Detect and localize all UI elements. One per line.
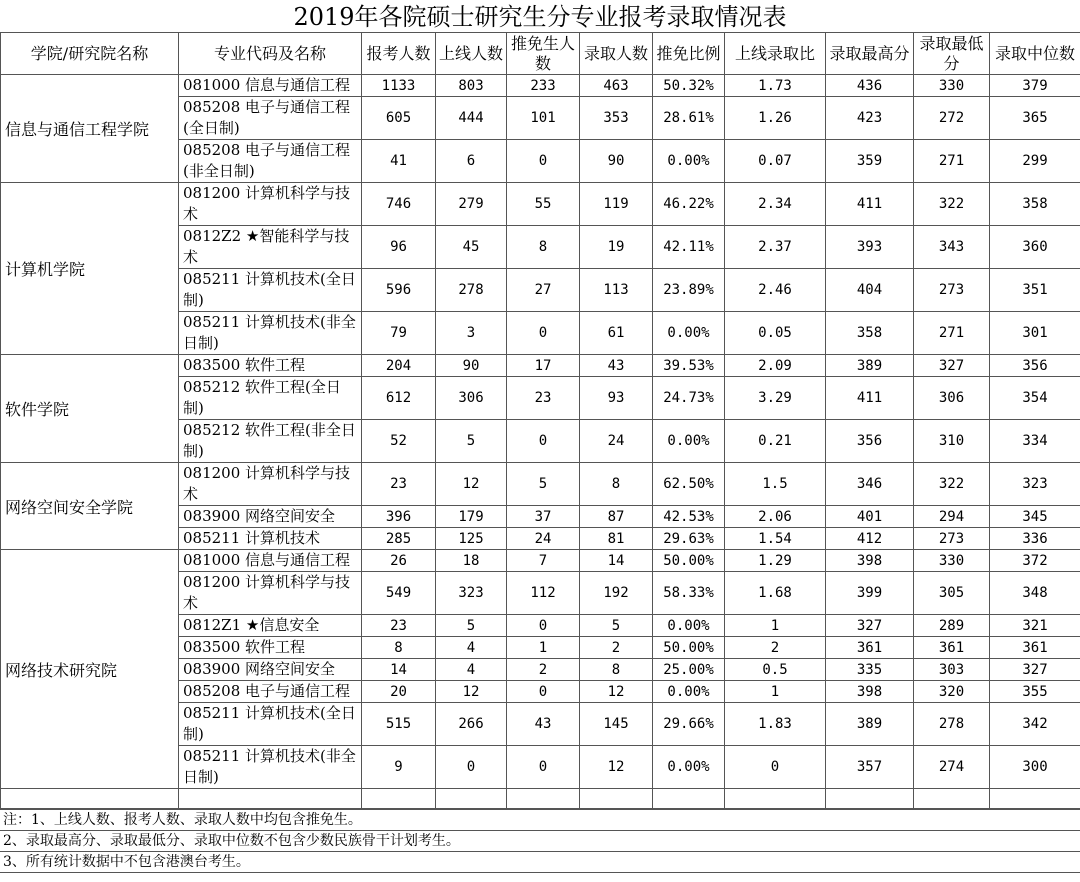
cell-median: 372 (990, 550, 1080, 572)
cell-passed: 803 (436, 75, 507, 97)
cell-admitted: 43 (580, 355, 653, 377)
cell-exempt-ratio: 50.32% (653, 75, 725, 97)
cell-exempt: 0 (507, 681, 580, 703)
cell-min: 289 (914, 615, 990, 637)
blank-cell (653, 789, 725, 809)
cell-pass-ratio: 1.68 (725, 572, 826, 615)
cell-exempt-ratio: 50.00% (653, 550, 725, 572)
cell-pass-ratio: 2.34 (725, 183, 826, 226)
cell-applicants: 14 (362, 659, 436, 681)
cell-min: 273 (914, 528, 990, 550)
major-name: 083900 网络空间安全 (179, 659, 362, 681)
cell-pass-ratio: 2.46 (725, 269, 826, 312)
table-row (1, 550, 1080, 572)
cell-exempt: 7 (507, 550, 580, 572)
school-name: 信息与通信工程学院 (1, 75, 179, 183)
cell-passed: 179 (436, 506, 507, 528)
cell-median: 358 (990, 183, 1080, 226)
cell-applicants: 515 (362, 703, 436, 746)
cell-exempt-ratio: 50.00% (653, 637, 725, 659)
cell-admitted: 12 (580, 746, 653, 789)
major-name: 081200 计算机科学与技术 (179, 463, 362, 506)
cell-applicants: 26 (362, 550, 436, 572)
cell-median: 348 (990, 572, 1080, 615)
cell-max: 327 (826, 615, 914, 637)
cell-passed: 5 (436, 420, 507, 463)
cell-max: 398 (826, 550, 914, 572)
cell-applicants: 96 (362, 226, 436, 269)
major-name: 081200 计算机科学与技术 (179, 183, 362, 226)
cell-admitted: 145 (580, 703, 653, 746)
cell-applicants: 41 (362, 140, 436, 183)
notes-table (0, 809, 1080, 873)
header-row (1, 33, 1080, 75)
cell-pass-ratio: 2 (725, 637, 826, 659)
cell-median: 321 (990, 615, 1080, 637)
cell-median: 323 (990, 463, 1080, 506)
major-name: 085211 计算机技术(全日制) (179, 703, 362, 746)
cell-exempt: 0 (507, 615, 580, 637)
blank-cell (507, 789, 580, 809)
cell-exempt-ratio: 25.00% (653, 659, 725, 681)
cell-exempt-ratio: 62.50% (653, 463, 725, 506)
cell-pass-ratio: 1.29 (725, 550, 826, 572)
cell-median: 361 (990, 637, 1080, 659)
cell-min: 322 (914, 463, 990, 506)
cell-exempt-ratio: 0.00% (653, 746, 725, 789)
major-name: 085211 计算机技术 (179, 528, 362, 550)
cell-passed: 0 (436, 746, 507, 789)
cell-median: 356 (990, 355, 1080, 377)
cell-min: 274 (914, 746, 990, 789)
cell-applicants: 23 (362, 615, 436, 637)
cell-passed: 279 (436, 183, 507, 226)
cell-applicants: 9 (362, 746, 436, 789)
cell-pass-ratio: 0.21 (725, 420, 826, 463)
cell-admitted: 463 (580, 75, 653, 97)
blank-cell (436, 789, 507, 809)
cell-exempt: 55 (507, 183, 580, 226)
cell-admitted: 2 (580, 637, 653, 659)
cell-max: 411 (826, 377, 914, 420)
cell-applicants: 285 (362, 528, 436, 550)
cell-median: 300 (990, 746, 1080, 789)
cell-exempt: 8 (507, 226, 580, 269)
cell-median: 342 (990, 703, 1080, 746)
cell-max: 412 (826, 528, 914, 550)
major-name: 081200 计算机科学与技术 (179, 572, 362, 615)
major-name: 083500 软件工程 (179, 637, 362, 659)
cell-passed: 12 (436, 681, 507, 703)
cell-admitted: 87 (580, 506, 653, 528)
cell-admitted: 8 (580, 659, 653, 681)
cell-max: 389 (826, 355, 914, 377)
major-name: 083900 网络空间安全 (179, 506, 362, 528)
cell-median: 355 (990, 681, 1080, 703)
cell-exempt-ratio: 42.53% (653, 506, 725, 528)
blank-row (1, 789, 1080, 809)
school-name: 计算机学院 (1, 183, 179, 355)
cell-min: 271 (914, 140, 990, 183)
cell-admitted: 192 (580, 572, 653, 615)
cell-admitted: 14 (580, 550, 653, 572)
blank-cell (179, 789, 362, 809)
cell-admitted: 90 (580, 140, 653, 183)
cell-max: 423 (826, 97, 914, 140)
major-name: 085212 软件工程(全日制) (179, 377, 362, 420)
cell-applicants: 612 (362, 377, 436, 420)
header-min-score: 录取最低分 (914, 33, 990, 75)
header-major: 专业代码及名称 (179, 33, 362, 75)
header-admitted: 录取人数 (580, 33, 653, 75)
cell-passed: 444 (436, 97, 507, 140)
cell-min: 305 (914, 572, 990, 615)
table-row (1, 463, 1080, 506)
cell-exempt: 27 (507, 269, 580, 312)
cell-admitted: 24 (580, 420, 653, 463)
cell-admitted: 19 (580, 226, 653, 269)
blank-cell (725, 789, 826, 809)
table-row (1, 183, 1080, 226)
cell-applicants: 596 (362, 269, 436, 312)
cell-exempt-ratio: 39.53% (653, 355, 725, 377)
blank-cell (362, 789, 436, 809)
cell-exempt: 0 (507, 420, 580, 463)
cell-exempt-ratio: 0.00% (653, 312, 725, 355)
cell-exempt: 0 (507, 746, 580, 789)
blank-cell (826, 789, 914, 809)
cell-min: 361 (914, 637, 990, 659)
cell-exempt: 17 (507, 355, 580, 377)
cell-median: 365 (990, 97, 1080, 140)
major-name: 081000 信息与通信工程 (179, 75, 362, 97)
cell-exempt: 37 (507, 506, 580, 528)
cell-exempt: 43 (507, 703, 580, 746)
cell-admitted: 8 (580, 463, 653, 506)
cell-max: 346 (826, 463, 914, 506)
cell-exempt-ratio: 58.33% (653, 572, 725, 615)
cell-applicants: 23 (362, 463, 436, 506)
major-name: 0812Z2 ★智能科学与技术 (179, 226, 362, 269)
blank-cell (1, 789, 179, 809)
cell-exempt: 233 (507, 75, 580, 97)
cell-admitted: 119 (580, 183, 653, 226)
header-school: 学院/研究院名称 (1, 33, 179, 75)
cell-min: 303 (914, 659, 990, 681)
cell-max: 401 (826, 506, 914, 528)
major-name: 085208 电子与通信工程(全日制) (179, 97, 362, 140)
major-name: 085211 计算机技术(非全日制) (179, 746, 362, 789)
cell-max: 411 (826, 183, 914, 226)
cell-passed: 306 (436, 377, 507, 420)
cell-median: 327 (990, 659, 1080, 681)
major-name: 085212 软件工程(非全日制) (179, 420, 362, 463)
cell-median: 345 (990, 506, 1080, 528)
cell-exempt-ratio: 0.00% (653, 140, 725, 183)
cell-admitted: 81 (580, 528, 653, 550)
cell-min: 294 (914, 506, 990, 528)
cell-median: 334 (990, 420, 1080, 463)
cell-median: 336 (990, 528, 1080, 550)
cell-max: 399 (826, 572, 914, 615)
cell-median: 354 (990, 377, 1080, 420)
cell-admitted: 12 (580, 681, 653, 703)
cell-pass-ratio: 2.09 (725, 355, 826, 377)
cell-pass-ratio: 0 (725, 746, 826, 789)
cell-max: 361 (826, 637, 914, 659)
cell-max: 393 (826, 226, 914, 269)
cell-exempt-ratio: 29.63% (653, 528, 725, 550)
cell-exempt: 1 (507, 637, 580, 659)
cell-min: 330 (914, 75, 990, 97)
cell-pass-ratio: 1 (725, 681, 826, 703)
cell-min: 327 (914, 355, 990, 377)
cell-pass-ratio: 1.26 (725, 97, 826, 140)
cell-passed: 6 (436, 140, 507, 183)
cell-median: 351 (990, 269, 1080, 312)
major-name: 085211 计算机技术(非全日制) (179, 312, 362, 355)
cell-exempt: 23 (507, 377, 580, 420)
header-passed: 上线人数 (436, 33, 507, 75)
cell-exempt: 101 (507, 97, 580, 140)
note-2: 2、录取最高分、录取最低分、录取中位数不包含少数民族骨干计划考生。 (0, 831, 1080, 852)
cell-min: 306 (914, 377, 990, 420)
cell-admitted: 113 (580, 269, 653, 312)
cell-passed: 90 (436, 355, 507, 377)
cell-median: 299 (990, 140, 1080, 183)
cell-pass-ratio: 1.73 (725, 75, 826, 97)
blank-cell (580, 789, 653, 809)
note-3: 3、所有统计数据中不包含港澳台考生。 (0, 852, 1080, 873)
cell-applicants: 605 (362, 97, 436, 140)
blank-cell (990, 789, 1080, 809)
cell-applicants: 746 (362, 183, 436, 226)
cell-pass-ratio: 2.06 (725, 506, 826, 528)
cell-admitted: 5 (580, 615, 653, 637)
admission-table (0, 32, 1080, 809)
cell-max: 404 (826, 269, 914, 312)
cell-applicants: 396 (362, 506, 436, 528)
cell-max: 335 (826, 659, 914, 681)
cell-max: 359 (826, 140, 914, 183)
cell-applicants: 20 (362, 681, 436, 703)
note-1: 注：1、上线人数、报考人数、录取人数中均包含推免生。 (0, 810, 1080, 831)
cell-pass-ratio: 1 (725, 615, 826, 637)
cell-passed: 45 (436, 226, 507, 269)
major-name: 085211 计算机技术(全日制) (179, 269, 362, 312)
cell-exempt-ratio: 0.00% (653, 681, 725, 703)
cell-min: 273 (914, 269, 990, 312)
cell-pass-ratio: 1.83 (725, 703, 826, 746)
header-exempt-ratio: 推免比例 (653, 33, 725, 75)
school-name: 网络技术研究院 (1, 550, 179, 789)
major-name: 083500 软件工程 (179, 355, 362, 377)
major-name: 0812Z1 ★信息安全 (179, 615, 362, 637)
cell-applicants: 52 (362, 420, 436, 463)
school-name: 网络空间安全学院 (1, 463, 179, 550)
cell-max: 389 (826, 703, 914, 746)
cell-max: 357 (826, 746, 914, 789)
cell-pass-ratio: 0.5 (725, 659, 826, 681)
cell-passed: 323 (436, 572, 507, 615)
cell-pass-ratio: 0.05 (725, 312, 826, 355)
cell-pass-ratio: 3.29 (725, 377, 826, 420)
header-pass-ratio: 上线录取比 (725, 33, 826, 75)
blank-cell (914, 789, 990, 809)
cell-min: 320 (914, 681, 990, 703)
cell-min: 278 (914, 703, 990, 746)
cell-pass-ratio: 0.07 (725, 140, 826, 183)
cell-passed: 12 (436, 463, 507, 506)
cell-min: 322 (914, 183, 990, 226)
header-exempt: 推免生人数 (507, 33, 580, 75)
cell-max: 356 (826, 420, 914, 463)
cell-exempt-ratio: 0.00% (653, 420, 725, 463)
cell-passed: 3 (436, 312, 507, 355)
school-name: 软件学院 (1, 355, 179, 463)
table-row (1, 355, 1080, 377)
cell-exempt-ratio: 23.89% (653, 269, 725, 312)
cell-min: 310 (914, 420, 990, 463)
major-name: 081000 信息与通信工程 (179, 550, 362, 572)
cell-exempt: 2 (507, 659, 580, 681)
cell-passed: 4 (436, 637, 507, 659)
cell-exempt-ratio: 24.73% (653, 377, 725, 420)
header-applicants: 报考人数 (362, 33, 436, 75)
cell-admitted: 93 (580, 377, 653, 420)
cell-min: 343 (914, 226, 990, 269)
cell-admitted: 353 (580, 97, 653, 140)
cell-exempt-ratio: 28.61% (653, 97, 725, 140)
cell-exempt: 112 (507, 572, 580, 615)
table-title: 2019年各院硕士研究生分专业报考录取情况表 (293, 3, 787, 31)
cell-min: 272 (914, 97, 990, 140)
cell-exempt: 0 (507, 312, 580, 355)
header-max-score: 录取最高分 (826, 33, 914, 75)
cell-pass-ratio: 2.37 (725, 226, 826, 269)
cell-min: 271 (914, 312, 990, 355)
cell-exempt: 24 (507, 528, 580, 550)
major-name: 085208 电子与通信工程(非全日制) (179, 140, 362, 183)
cell-applicants: 204 (362, 355, 436, 377)
cell-applicants: 1133 (362, 75, 436, 97)
cell-applicants: 8 (362, 637, 436, 659)
cell-pass-ratio: 1.5 (725, 463, 826, 506)
cell-exempt: 0 (507, 140, 580, 183)
header-median-score: 录取中位数 (990, 33, 1080, 75)
cell-passed: 18 (436, 550, 507, 572)
cell-exempt-ratio: 29.66% (653, 703, 725, 746)
cell-min: 330 (914, 550, 990, 572)
cell-admitted: 61 (580, 312, 653, 355)
cell-max: 398 (826, 681, 914, 703)
cell-passed: 266 (436, 703, 507, 746)
cell-median: 301 (990, 312, 1080, 355)
cell-exempt-ratio: 0.00% (653, 615, 725, 637)
cell-exempt: 5 (507, 463, 580, 506)
cell-median: 360 (990, 226, 1080, 269)
cell-applicants: 549 (362, 572, 436, 615)
cell-passed: 278 (436, 269, 507, 312)
table-row (1, 75, 1080, 97)
cell-applicants: 79 (362, 312, 436, 355)
cell-exempt-ratio: 42.11% (653, 226, 725, 269)
major-name: 085208 电子与通信工程 (179, 681, 362, 703)
cell-passed: 4 (436, 659, 507, 681)
cell-pass-ratio: 1.54 (725, 528, 826, 550)
cell-passed: 5 (436, 615, 507, 637)
cell-median: 379 (990, 75, 1080, 97)
cell-max: 436 (826, 75, 914, 97)
cell-max: 358 (826, 312, 914, 355)
cell-exempt-ratio: 46.22% (653, 183, 725, 226)
cell-passed: 125 (436, 528, 507, 550)
